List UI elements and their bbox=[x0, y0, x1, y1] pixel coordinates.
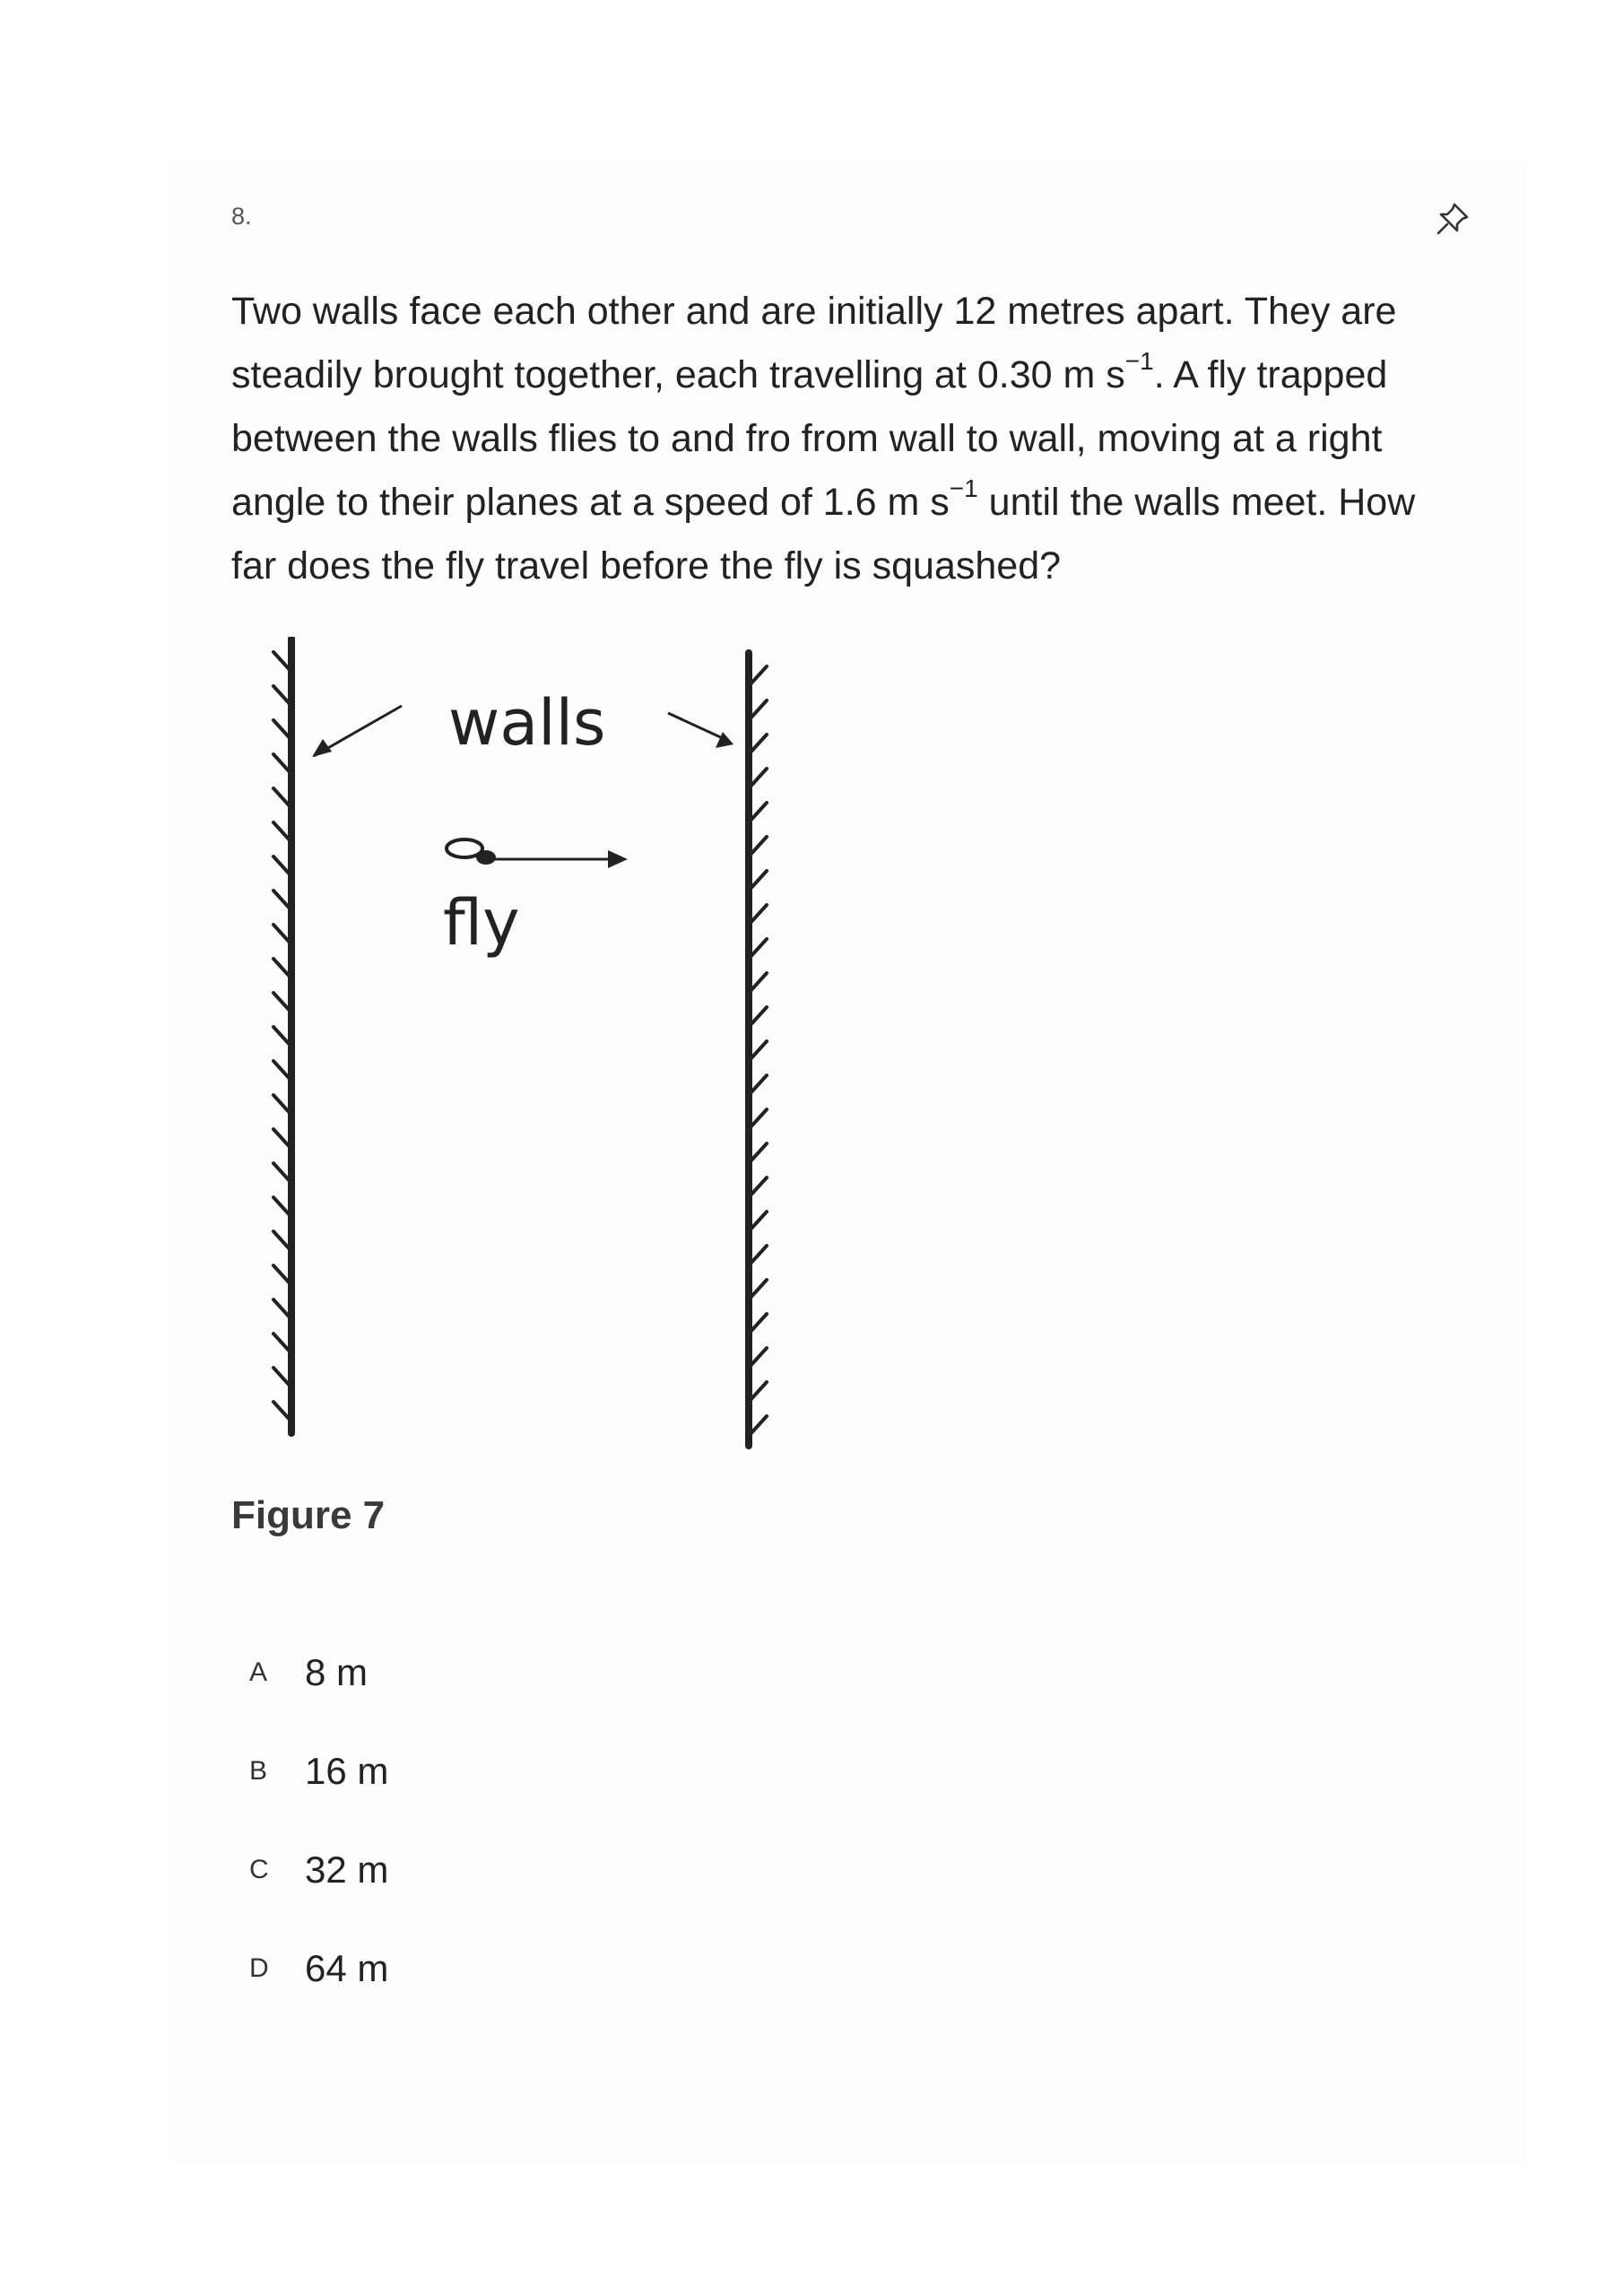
walls-figure bbox=[251, 637, 807, 1462]
option-letter: C bbox=[249, 1855, 269, 1884]
fly-direction-arrow bbox=[493, 850, 628, 868]
walls-label: walls bbox=[448, 686, 606, 760]
option-text: 16 m bbox=[305, 1750, 389, 1792]
walls-arrow-left bbox=[312, 706, 402, 757]
option-text: 64 m bbox=[305, 1947, 389, 1989]
walls-arrow-right bbox=[668, 713, 733, 748]
option-letter: B bbox=[249, 1756, 268, 1786]
question-text bbox=[231, 280, 1451, 598]
option-c[interactable] bbox=[249, 1843, 388, 1897]
question-line: between the walls flies to and fro from wall to wall, moving at a right bbox=[231, 417, 1383, 460]
option-d[interactable] bbox=[249, 1942, 388, 1996]
option-letter: A bbox=[249, 1657, 268, 1687]
question-line: steadily brought together, each travelling at 0.30 m $s^{-1}$. A fly trapped bbox=[231, 347, 1388, 396]
fly-label: fly bbox=[443, 886, 520, 960]
right-wall bbox=[749, 653, 767, 1446]
option-a[interactable] bbox=[249, 1646, 368, 1700]
pin-icon[interactable] bbox=[1433, 199, 1472, 239]
question-line: far does the fly travel before the fly is squashed? bbox=[231, 544, 1062, 587]
option-b[interactable] bbox=[249, 1744, 388, 1798]
fly-icon bbox=[447, 839, 496, 865]
question-line: Two walls face each other and are initially 12 metres apart. They are bbox=[231, 290, 1397, 333]
option-letter: D bbox=[249, 1953, 269, 1983]
left-wall bbox=[273, 639, 291, 1433]
question-number: 8. bbox=[231, 203, 252, 230]
option-text: 8 m bbox=[305, 1651, 369, 1693]
figure-caption: Figure 7 bbox=[231, 1493, 386, 1537]
option-text: 32 m bbox=[305, 1848, 389, 1891]
question-line: angle to their planes at a speed of 1.6 m $s^{-1}$ until the walls meet. How bbox=[231, 474, 1416, 524]
